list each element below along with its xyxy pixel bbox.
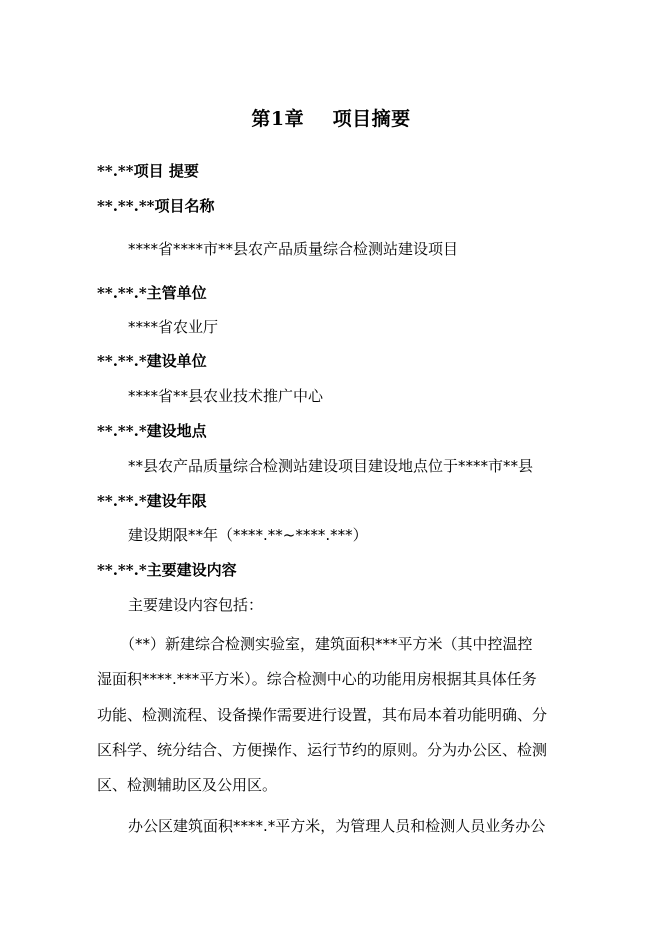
content-paragraph-1-line-2: 湿面积****.***平方米）。综合检测中心的功能用房根据其具体任务 [97,670,537,688]
location-value: **县农产品质量综合检测站建设项目建设地点位于****市**县 [128,457,534,475]
section-heading-period: **.**.*建设年限 [97,492,207,510]
section-heading-content: **.**.*主要建设内容 [97,561,237,579]
content-paragraph-1-line-5: 区、检测辅助区及公用区。 [97,776,278,794]
content-paragraph-1-line-4: 区科学、统分结合、方便操作、运行节约的原则。分为办公区、检测 [97,741,548,759]
chapter-title: 第1章 项目摘要 [251,108,411,130]
section-heading-location: **.**.*建设地点 [97,422,207,440]
authority-value: ****省农业厅 [128,318,219,336]
section-heading-summary: **.**项目 提要 [97,162,199,180]
content-paragraph-1-line-3: 功能、检测流程、设备操作需要进行设置，其布局本着功能明确、分 [97,706,548,724]
project-name-value: ****省****市**县农产品质量综合检测站建设项目 [128,240,459,258]
period-value: 建设期限**年（****.**~****.***） [128,526,368,544]
builder-value: ****省**县农业技术推广中心 [128,387,324,405]
content-paragraph-1-line-1: （**）新建综合检测实验室，建筑面积***平方米（其中控温控 [120,635,533,653]
section-heading-builder: **.**.*建设单位 [97,352,207,370]
section-heading-authority: **.**.*主管单位 [97,284,207,302]
section-heading-project-name: **.**.**项目名称 [97,197,215,215]
content-intro: 主要建设内容包括： [128,596,264,614]
content-paragraph-2-line-1: 办公区建筑面积****.*平方米，为管理人员和检测人员业务办公 [128,817,546,835]
